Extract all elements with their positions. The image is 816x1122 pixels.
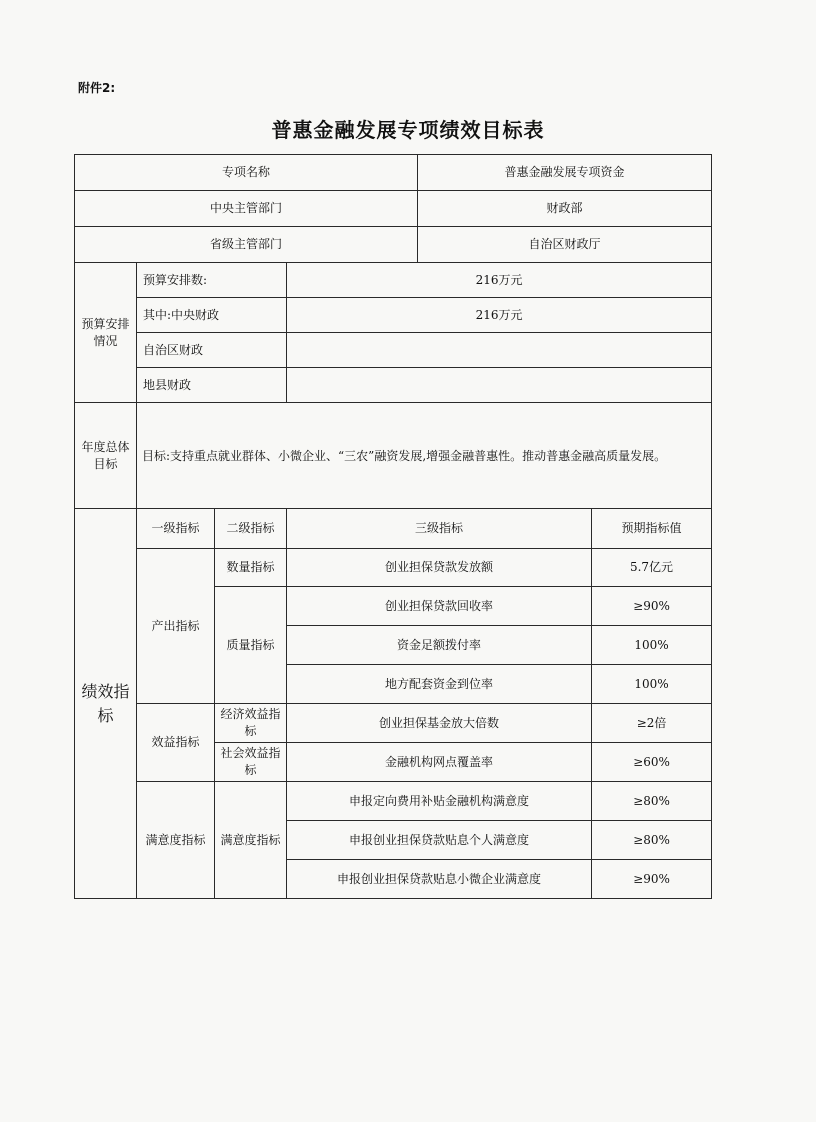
indicator-name: 申报创业担保贷款贴息小微企业满意度	[287, 860, 592, 899]
indicator-value: ≥90%	[592, 587, 712, 626]
indicator-name: 申报创业担保贷款贴息个人满意度	[287, 821, 592, 860]
table-row	[75, 263, 712, 298]
header-level3: 三级指标	[287, 509, 592, 549]
performance-target-table	[74, 154, 712, 899]
level2-quantity: 数量指标	[215, 549, 287, 587]
table-row	[75, 333, 712, 368]
table-row	[75, 782, 712, 821]
table-row	[75, 509, 712, 549]
budget-region-label: 自治区财政	[137, 333, 287, 368]
table-row	[75, 368, 712, 403]
table-row	[75, 549, 712, 587]
indicator-value: ≥90%	[592, 860, 712, 899]
level2-quality: 质量指标	[215, 587, 287, 704]
table-row	[75, 191, 712, 227]
budget-region-value	[287, 333, 712, 368]
header-level1: 一级指标	[137, 509, 215, 549]
indicator-value: 100%	[592, 665, 712, 704]
budget-county-value	[287, 368, 712, 403]
budget-section-label: 预算安排情况	[75, 263, 137, 403]
header-level2: 二级指标	[215, 509, 287, 549]
indicator-name: 金融机构网点覆盖率	[287, 743, 592, 782]
level2-economic: 经济效益指标	[215, 704, 287, 743]
header-expected: 预期指标值	[592, 509, 712, 549]
provincial-department-value: 自治区财政厅	[418, 227, 712, 263]
table-row	[75, 704, 712, 743]
budget-central-label: 其中:中央财政	[137, 298, 287, 333]
indicator-value: ≥2倍	[592, 704, 712, 743]
performance-section-label: 绩效指标	[75, 509, 137, 899]
budget-central-value: 216万元	[287, 298, 712, 333]
indicator-value: 100%	[592, 626, 712, 665]
provincial-department-label: 省级主管部门	[75, 227, 418, 263]
page-title: 普惠金融发展专项绩效目标表	[271, 118, 545, 142]
indicator-name: 地方配套资金到位率	[287, 665, 592, 704]
level2-satisfaction: 满意度指标	[215, 782, 287, 899]
table-row	[75, 155, 712, 191]
central-department-label: 中央主管部门	[75, 191, 418, 227]
level1-benefit: 效益指标	[137, 704, 215, 782]
level1-output: 产出指标	[137, 549, 215, 704]
indicator-value: ≥80%	[592, 821, 712, 860]
table-row	[75, 227, 712, 263]
project-name-value: 普惠金融发展专项资金	[418, 155, 712, 191]
level2-social: 社会效益指标	[215, 743, 287, 782]
budget-total-value: 216万元	[287, 263, 712, 298]
indicator-value: ≥60%	[592, 743, 712, 782]
indicator-name: 申报定向费用补贴金融机构满意度	[287, 782, 592, 821]
attachment-label: 附件2:	[78, 81, 116, 95]
annual-goal-text: 目标:支持重点就业群体、小微企业、“三农”融资发展,增强金融普惠性。推动普惠金融高质量发展。	[137, 403, 712, 509]
central-department-value: 财政部	[418, 191, 712, 227]
indicator-name: 资金足额拨付率	[287, 626, 592, 665]
project-name-label: 专项名称	[75, 155, 418, 191]
indicator-value: 5.7亿元	[592, 549, 712, 587]
indicator-name: 创业担保贷款发放额	[287, 549, 592, 587]
level1-satisfaction: 满意度指标	[137, 782, 215, 899]
budget-total-label: 预算安排数:	[137, 263, 287, 298]
table-row	[75, 403, 712, 509]
indicator-name: 创业担保基金放大倍数	[287, 704, 592, 743]
indicator-name: 创业担保贷款回收率	[287, 587, 592, 626]
table-row	[75, 298, 712, 333]
annual-goal-label: 年度总体目标	[75, 403, 137, 509]
budget-county-label: 地县财政	[137, 368, 287, 403]
indicator-value: ≥80%	[592, 782, 712, 821]
